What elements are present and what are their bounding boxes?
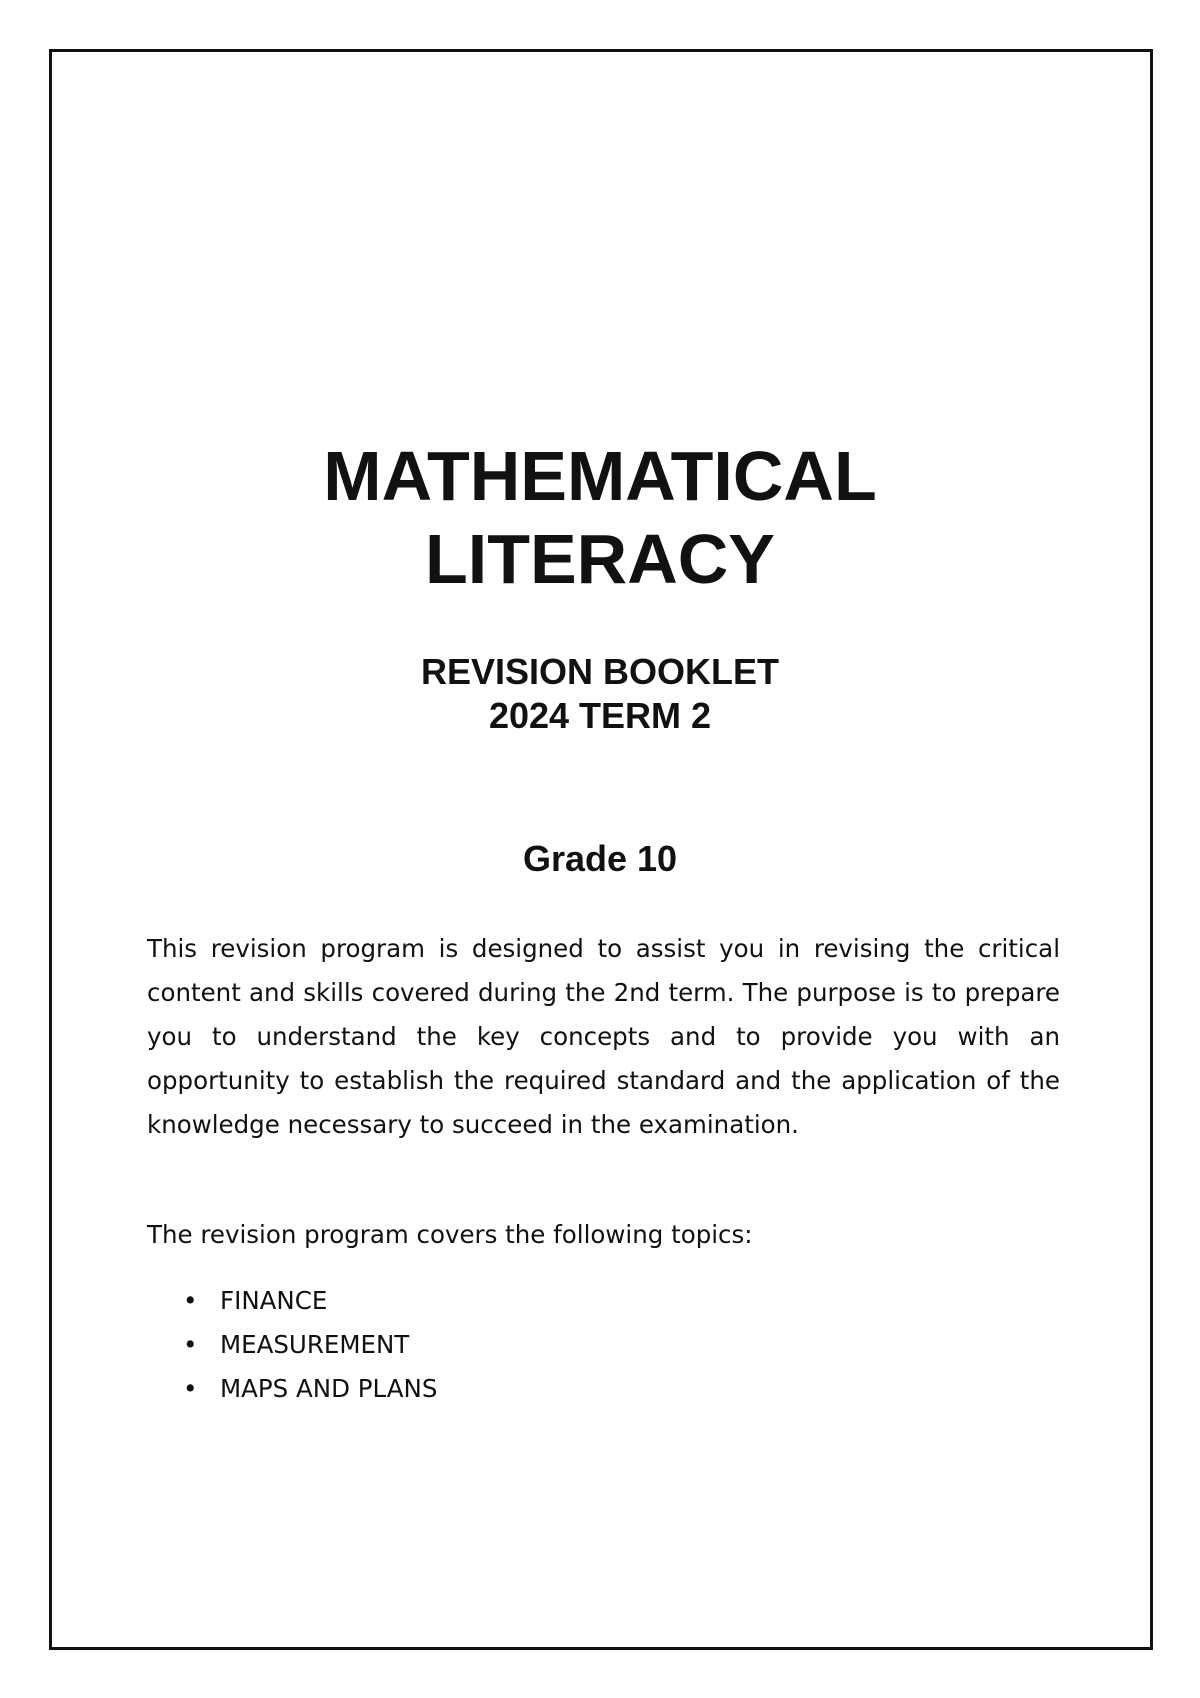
subtitle-line-1: REVISION BOOKLET	[420, 651, 780, 692]
topic-label: MEASUREMENT	[220, 1330, 410, 1359]
topic-label: MAPS AND PLANS	[220, 1374, 438, 1403]
subtitle-line-2: 2024 TERM 2	[488, 695, 712, 736]
list-item	[180, 1279, 437, 1323]
topic-label: FINANCE	[220, 1286, 328, 1315]
intro-paragraph: This revision program is designed to assist you in revising the critical content and skills covered during the 2nd term. The purpose is to prepare you to understand the key concepts and to provide you with an opportunity to establish the required standard and the application of the knowledge necessary to succeed in the examination.	[147, 934, 1060, 1139]
title-line-1: MATHEMATICAL	[323, 437, 877, 515]
bullet-icon: •	[183, 1286, 198, 1315]
booklet-subtitle	[0, 650, 1200, 738]
grade-heading: Grade 10	[522, 838, 678, 879]
topic-list	[180, 1279, 437, 1411]
topics-intro: The revision program covers the following topics:	[147, 1220, 753, 1249]
title-line-2: LITERACY	[425, 520, 775, 598]
list-item	[180, 1367, 437, 1411]
list-item	[180, 1323, 437, 1367]
bullet-icon: •	[183, 1330, 198, 1359]
page-title	[0, 435, 1200, 601]
bullet-icon: •	[183, 1374, 198, 1403]
